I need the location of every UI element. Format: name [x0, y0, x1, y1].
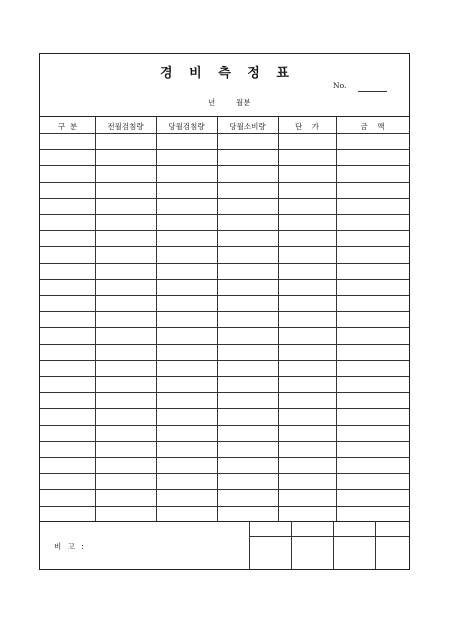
- approval-signature-box[interactable]: [249, 537, 291, 569]
- remarks-label: 비 고 :: [54, 542, 86, 551]
- approval-signature-box[interactable]: [291, 537, 333, 569]
- month-label: 월분: [236, 98, 251, 107]
- column-header: 당월검침량: [168, 122, 205, 131]
- column-header: 구 분: [57, 122, 78, 131]
- column-header: 당월소비량: [229, 122, 266, 131]
- form-title: 경 비 측 정 표: [160, 66, 295, 81]
- column-divider: [156, 116, 157, 521]
- column-divider: [217, 116, 218, 521]
- document-number-label: No.: [333, 81, 347, 90]
- document-number-field[interactable]: [358, 91, 387, 92]
- column-divider: [95, 116, 96, 521]
- year-label: 년: [208, 98, 216, 107]
- approval-signature-box[interactable]: [375, 537, 409, 569]
- column-header: 전월검침량: [107, 122, 144, 131]
- measurement-table: [40, 116, 409, 521]
- column-divider: [278, 116, 279, 521]
- approval-box-area: [249, 521, 409, 569]
- approval-signature-box[interactable]: [333, 537, 375, 569]
- expense-measurement-form: [39, 53, 410, 570]
- column-header: 단 가: [294, 122, 320, 131]
- column-header: 금 액: [360, 122, 385, 131]
- column-divider: [336, 116, 337, 521]
